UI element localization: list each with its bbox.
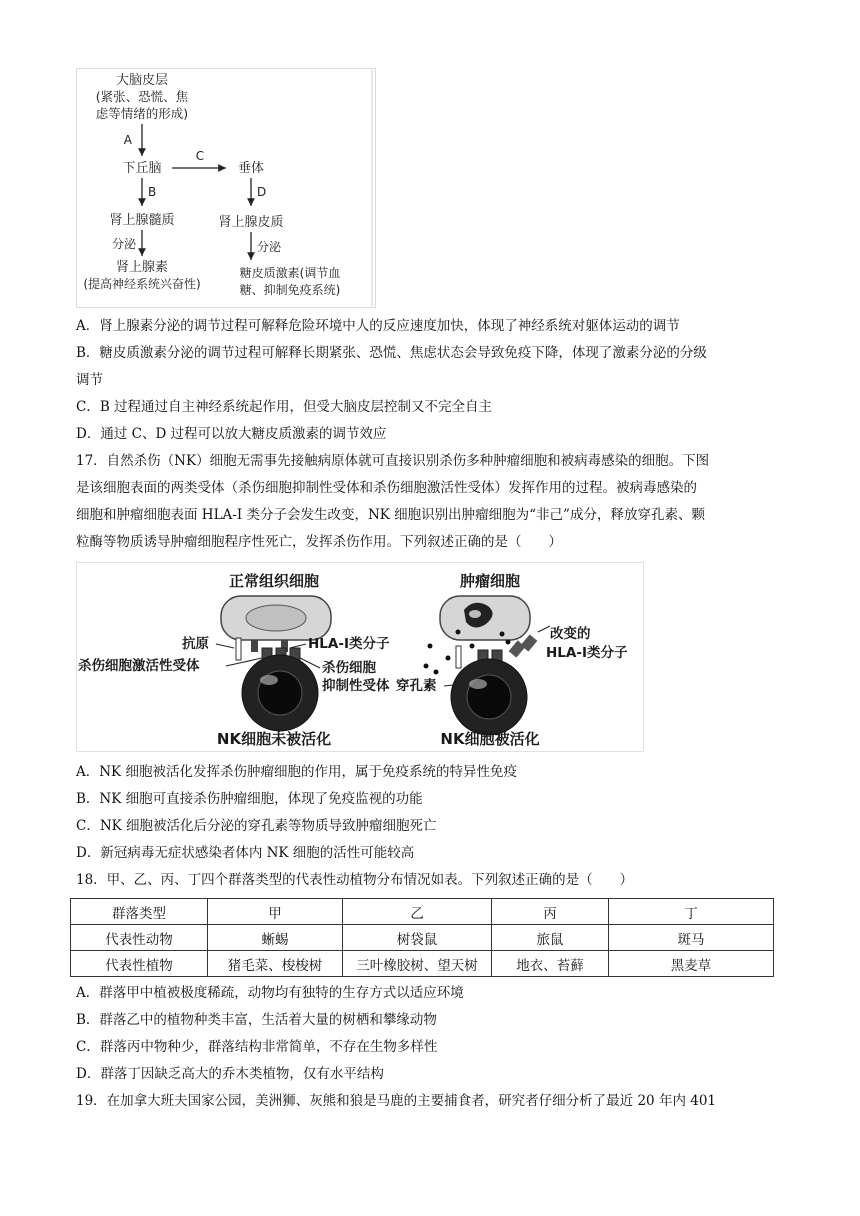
flow-secrete-2: 分泌 (257, 240, 282, 254)
flow-label-b: B (148, 185, 157, 199)
table-cell: 猪毛菜、梭梭树 (208, 951, 343, 977)
table-cell: 群落类型 (71, 899, 208, 925)
flow-adrenaline: 肾上腺素 (115, 260, 169, 275)
fig-activating-receptor-label: 杀伤细胞激活性受体 (78, 658, 200, 674)
fig-nk-inactive-label: NK细胞未被活化 (216, 730, 332, 748)
q17-stem-line3: 细胞和肿瘤细胞表面 HLA-I 类分子会发生改变，NK 细胞识别出肿瘤细胞为“非己”成分，释放穿孔素、颗 (76, 507, 705, 523)
hormone-regulation-diagram (76, 68, 376, 308)
q18-stem: 18．甲、乙、丙、丁四个群落类型的代表性动植物分布情况如表。下列叙述正确的是（ ） (76, 872, 634, 888)
flow-glucocorticoid-1: 糖皮质激素(调节血 (239, 266, 341, 280)
q17-option-b: B．NK 细胞可直接杀伤肿瘤细胞，体现了免疫监视的功能 (76, 791, 423, 807)
fig-inhibitory-receptor-label-2: 抑制性受体 (322, 678, 390, 694)
fig-changed-hla-label-1: 改变的 (550, 626, 591, 642)
table-cell: 代表性植物 (71, 951, 208, 977)
q17-stem-line4: 粒酶等物质诱导肿瘤细胞程序性死亡，发挥杀伤作用。下列叙述正确的是（ ） (76, 534, 562, 550)
q18-option-d: D．群落丁因缺乏高大的乔木类植物，仅有水平结构 (76, 1066, 384, 1082)
flow-cortex-note1: (紧张、恐慌、焦 (95, 89, 189, 104)
flow-adrenaline-note: (提高神经系统兴奋性) (83, 277, 201, 291)
flow-secrete-1: 分泌 (111, 237, 136, 251)
table-cell: 旅鼠 (492, 925, 609, 951)
fig-nk-active-label: NK细胞被活化 (440, 730, 540, 748)
table-cell: 地衣、苔藓 (492, 951, 609, 977)
table-cell: 丙 (492, 899, 609, 925)
flow-cortex: 大脑皮层 (115, 73, 169, 88)
table-row (71, 899, 774, 925)
fig-antigen-label: 抗原 (182, 636, 209, 652)
flow-cortex-note2: 虑等情绪的形成) (95, 106, 189, 121)
fig-hla-label: HLA-I类分子 (308, 636, 390, 652)
fig-inhibitory-receptor-label-1: 杀伤细胞 (322, 660, 376, 676)
q17-option-d: D．新冠病毒无症状感染者体内 NK 细胞的活性可能较高 (76, 845, 415, 861)
community-table (70, 898, 774, 977)
q16-option-d: D．通过 C、D 过程可以放大糖皮质激素的调节效应 (76, 426, 387, 442)
q16-option-c: C．B 过程通过自主神经系统起作用，但受大脑皮层控制又不完全自主 (76, 399, 493, 415)
q17-stem-line2: 是该细胞表面的两类受体（杀伤细胞抑制性受体和杀伤细胞激活性受体）发挥作用的过程。被病毒感染的 (76, 480, 697, 496)
table-cell: 三叶橡胶树、望天树 (343, 951, 492, 977)
q19-stem: 19．在加拿大班夫国家公园，美洲狮、灰熊和狼是马鹿的主要捕食者，研究者仔细分析了最近 20 年内 401 (76, 1093, 716, 1109)
fig-normal-cell-label: 正常组织细胞 (228, 572, 320, 590)
flow-label-c: C (195, 149, 205, 163)
table-cell: 黑麦草 (609, 951, 774, 977)
table-cell: 乙 (343, 899, 492, 925)
flow-adrenal-cortex: 肾上腺皮质 (218, 215, 284, 230)
table-cell: 蜥蜴 (208, 925, 343, 951)
q17-option-c: C．NK 细胞被活化后分泌的穿孔素等物质导致肿瘤细胞死亡 (76, 818, 437, 834)
q18-option-a: A．群落甲中植被极度稀疏，动物均有独特的生存方式以适应环境 (76, 985, 464, 1001)
table-cell: 代表性动物 (71, 925, 208, 951)
q17-stem-line1: 17．自然杀伤（NK）细胞无需事先接触病原体就可直接识别杀伤多种肿瘤细胞和被病毒感染的细胞。下图 (76, 453, 710, 469)
table-cell: 丁 (609, 899, 774, 925)
flow-label-a: A (123, 133, 132, 147)
flow-pituitary: 垂体 (237, 161, 265, 176)
table-cell: 斑马 (609, 925, 774, 951)
table-row (71, 925, 774, 951)
fig-changed-hla-label-2: HLA-I类分子 (546, 645, 628, 661)
flow-adrenal-medulla: 肾上腺髓质 (109, 213, 175, 228)
q16-option-b-line1: B．糖皮质激素分泌的调节过程可解释长期紧张、恐慌、焦虑状态会导致免疫下降，体现了激素分泌的分级 (76, 345, 707, 361)
q16-option-a: A．肾上腺素分泌的调节过程可解释危险环境中人的反应速度加快，体现了神经系统对躯体运动的调节 (76, 318, 680, 334)
table-row (71, 951, 774, 977)
q17-option-a: A．NK 细胞被活化发挥杀伤肿瘤细胞的作用，属于免疫系统的特异性免疫 (76, 764, 517, 780)
q18-option-b: B．群落乙中的植物种类丰富，生活着大量的树栖和攀缘动物 (76, 1012, 437, 1028)
flow-label-d: D (257, 185, 267, 199)
q16-option-b-line2: 调节 (76, 372, 103, 388)
table-cell: 甲 (208, 899, 343, 925)
flow-glucocorticoid-2: 糖、抑制免疫系统) (239, 283, 341, 297)
fig-perforin-label: 穿孔素 (396, 678, 437, 694)
q18-option-c: C．群落丙中物种少，群落结构非常简单，不存在生物多样性 (76, 1039, 438, 1055)
table-cell: 树袋鼠 (343, 925, 492, 951)
fig-tumor-cell-label: 肿瘤细胞 (459, 572, 521, 590)
nk-cell-figure (76, 562, 644, 752)
flow-hypothalamus: 下丘脑 (122, 161, 162, 176)
